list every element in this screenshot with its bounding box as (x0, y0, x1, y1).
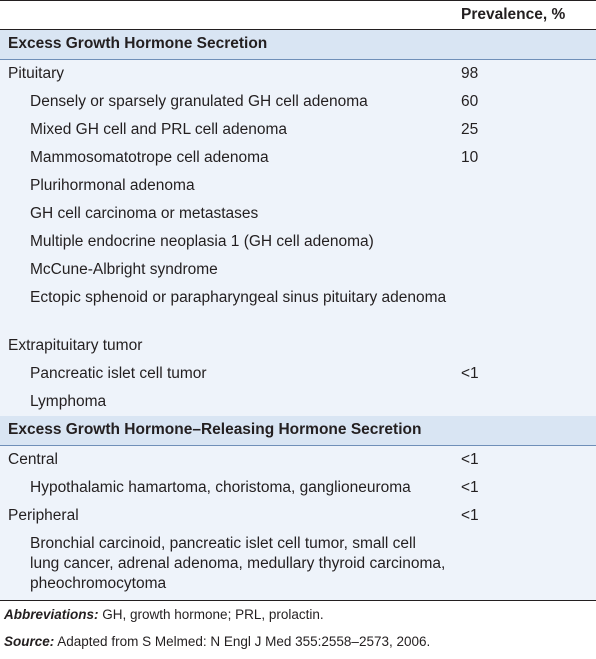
table-row (0, 88, 596, 116)
table-row (0, 144, 596, 172)
row-label: Multiple endocrine neoplasia 1 (GH cell adenoma) (30, 233, 374, 250)
table-row (0, 284, 596, 332)
section-header (0, 416, 596, 446)
table-row (0, 502, 596, 530)
section-header (0, 30, 596, 60)
row-value: <1 (461, 451, 479, 468)
row-value: 98 (461, 65, 479, 82)
row-label: Mammosomatotrope cell adenoma (30, 149, 269, 166)
row-label: Densely or sparsely granulated GH cell adenoma (30, 93, 368, 110)
row-label: Central (8, 451, 58, 468)
table-row (0, 332, 596, 360)
table-row (0, 60, 596, 88)
row-label: Ectopic sphenoid or parapharyngeal sinus pituitary adenoma (30, 289, 447, 306)
row-label: McCune-Albright syndrome (30, 261, 218, 278)
source-text: Adapted from S Melmed: N Engl J Med 355:2558–2573, 2006. (54, 634, 431, 649)
row-label: Mixed GH cell and PRL cell adenoma (30, 121, 288, 138)
table-row (0, 228, 596, 256)
table-row (0, 200, 596, 228)
row-label: Peripheral (8, 507, 79, 524)
row-label: Extrapituitary tumor (8, 337, 143, 354)
abbreviations-text: GH, growth hormone; PRL, prolactin. (98, 607, 324, 622)
source-label: Source: (4, 634, 55, 649)
section-title: Excess Growth Hormone–Releasing Hormone Secretion (8, 421, 422, 438)
table-row (0, 172, 596, 200)
table-row (0, 360, 596, 388)
prevalence-column-header: Prevalence, % (461, 6, 566, 23)
row-value: 10 (461, 149, 479, 166)
row-value: <1 (461, 365, 479, 382)
table-row (0, 116, 596, 144)
abbreviations-note (0, 607, 596, 622)
row-value: 60 (461, 93, 479, 110)
table-row (0, 474, 596, 502)
abbreviations-label: Abbreviations: (4, 607, 99, 622)
row-value: <1 (461, 479, 479, 496)
section-title: Excess Growth Hormone Secretion (8, 35, 268, 52)
row-label: Pancreatic islet cell tumor (30, 365, 207, 382)
row-value: <1 (461, 507, 479, 524)
source-note (0, 634, 596, 649)
row-label: Pituitary (8, 65, 64, 82)
table-header (0, 0, 596, 30)
row-label: Lymphoma (30, 393, 107, 410)
table-row (0, 256, 596, 284)
row-label: Hypothalamic hamartoma, choristoma, ganglioneuroma (30, 479, 411, 496)
row-label: GH cell carcinoma or metastases (30, 205, 259, 222)
row-label: Plurihormonal adenoma (30, 177, 195, 194)
table-row (0, 530, 596, 601)
row-value: 25 (461, 121, 479, 138)
table-row (0, 388, 596, 416)
table-row (0, 446, 596, 474)
row-label: Bronchial carcinoid, pancreatic islet cell tumor, small cell lung cancer, adrenal adenoma, medullary thyroid carcinoma, pheochromocytoma (30, 535, 446, 592)
